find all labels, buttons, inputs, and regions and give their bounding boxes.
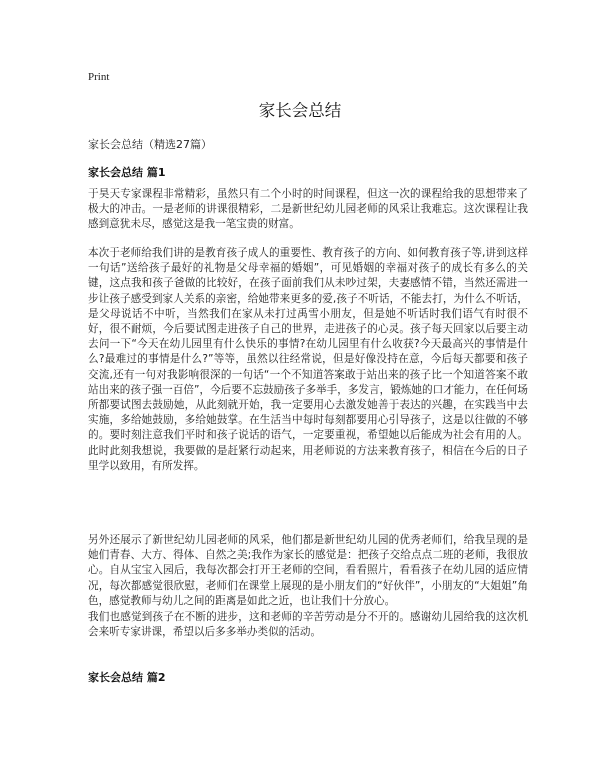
document-title: 家长会总结: [258, 101, 342, 120]
paragraph-1: 于昊天专家课程非常精彩，虽然只有二个小时的时间课程，但这一次的课程给我的思想带来了极大的冲击。一是老师的讲课很精彩，二是新世纪幼儿园老师的风采让我难忘。这次课程让我感到意犹未尽，感觉这是我一笔宝贵的财富。: [88, 188, 528, 231]
paragraph-2: 本次于老师给我们讲的是教育孩子成人的重要性、教育孩子的方向、如何教育孩子等,讲到这样一句话”送给孩子最好的礼物是父母幸福的婚姻”，可见婚姻的幸福对孩子的成长有多么的关键，这点我和孩子爸做的比较好，在孩子面前我们从未吵过架，夫妻感情不错，当然还需进一步让孩子感受到家人关系的亲密，给她带来更多的爱,孩子不听话，不能去打，为什么不听话，是父母说话不中听，当然我们在家从未打过禹雪小朋友，但是她不听话时我们语气有时很不好，很不耐烦，今后要试图走进孩子自己的世界，走进孩子的心灵。孩子每天回家以后要主动去问一下“今天在幼儿园里有什么快乐的事情?在幼儿园里有什么收获?今天最高兴的事情是什么?最难过的事情是什么?”等等，虽然以往经常说，但是好像没持在意，今后每天都要和孩子交流,还有一句对我影响很深的一句话“一个不知道答案敢于站出来的孩子比一个知道答案不敢站出来的孩子强一百倍”，今后要不忘鼓励孩子多举手，多发言，锻炼她的口才能力，在任何场所都要试图去鼓励她，从此刻就开始，我一定要用心去激发她善于表达的兴趣，在实践当中去实施，多给她鼓励，多给她鼓掌。在生活当中每时每刻都要用心引导孩子，这是以往做的不够的。要时刻注意我们平时和孩子说话的语气，一定要重视，希望她以后能成为社会有用的人。此时此刻我想说，我要做的是赶紧行动起来，用老师说的方法来教育孩子，相信在今后的日子里学以致用，有所发挥。: [88, 247, 528, 472]
paragraph-3: 另外还展示了新世纪幼儿园老师的风采，他们都是新世纪幼儿园的优秀老师们，给我呈现的是她们青春、大方、得体、自然之美;我作为家长的感觉是：把孩子交给点点二班的老师，我很放心。自从宝宝入园后，我每次都会打开王老师的空间，看看照片，看看孩子在幼儿园的适应情况，每次都感觉很欣慰，老师们在课堂上展现的是小朋友们的“好伙伴”，小朋友的“大姐姐”角色，感觉教师与幼儿之间的距离是如此之近，也让我们十分放心。: [88, 534, 528, 607]
section-heading-1: 家长会总结 篇1: [88, 166, 166, 179]
paragraph-4: 我们也感觉到孩子在不断的进步，这和老师的辛苦劳动是分不开的。感谢幼儿园给我的这次机会来听专家讲课，希望以后多多举办类似的活动。: [88, 611, 528, 639]
document-subtitle: 家长会总结（精选27篇）: [88, 138, 212, 151]
section-heading-2: 家长会总结 篇2: [88, 671, 166, 684]
print-link[interactable]: Print: [88, 71, 110, 83]
